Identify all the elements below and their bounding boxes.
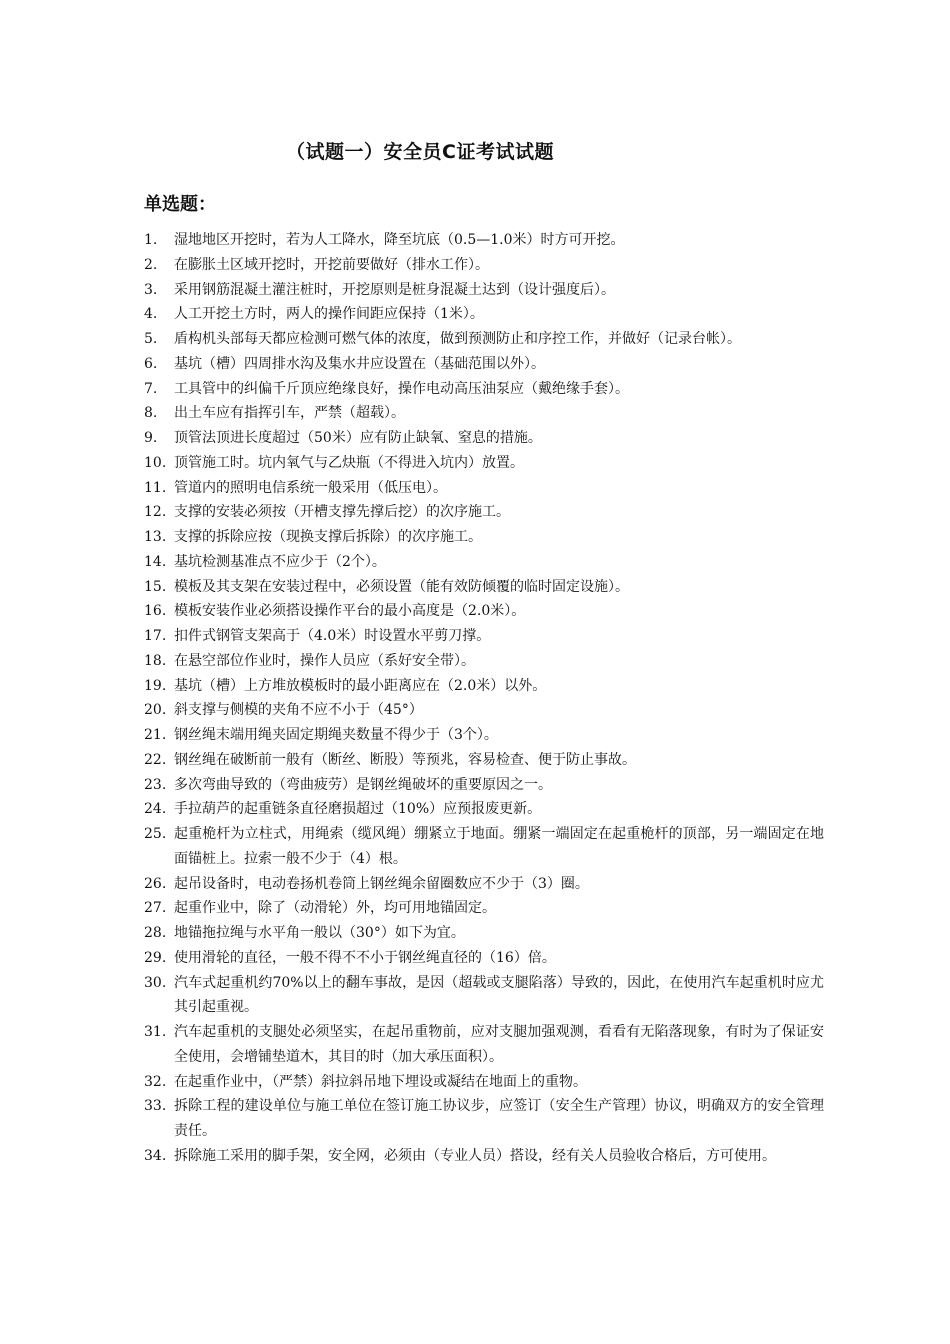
question-item bbox=[144, 377, 824, 402]
question-item bbox=[144, 278, 824, 303]
question-text: 基坑检测基准点不应少于（2个）。 bbox=[174, 553, 386, 570]
question-text: 扣件式钢管支架高于（4.0米）时设置水平剪刀撑。 bbox=[174, 628, 491, 644]
question-item bbox=[144, 1094, 824, 1144]
question-text: 基坑（槽）上方堆放模板时的最小距离应在（2.0米）以外。 bbox=[174, 677, 547, 694]
question-item bbox=[144, 946, 824, 971]
question-number: 8. bbox=[144, 405, 158, 422]
question-text: 顶管施工时。坑内氧气与乙炔瓶（不得进入坑内）放置。 bbox=[174, 454, 524, 471]
question-text: 钢丝绳在破断前一般有（断丝、断股）等预兆，容易检查、便于防止事故。 bbox=[174, 751, 636, 768]
question-text: 出土车应有指挥引车，严禁（超载）。 bbox=[174, 405, 405, 422]
question-text: 工具管中的纠偏千斤顶应绝缘良好，操作电动高压油泵应（戴绝缘手套）。 bbox=[174, 380, 629, 397]
question-item bbox=[144, 302, 824, 327]
question-number: 10. bbox=[144, 454, 167, 471]
question-text: 使用滑轮的直径，一般不得不不小于钢丝绳直径的（16）倍。 bbox=[174, 949, 556, 966]
question-text: 汽车起重机的支腿处必须坚实，在起吊重物前，应对支腿加强观测，看看有无陷落现象，有时为了保证安全使用，会增铺垫道木，其目的时（加大承压面积）。 bbox=[174, 1024, 824, 1065]
question-text: 管道内的照明电信系统一般采用（低压电）。 bbox=[174, 479, 447, 496]
question-item bbox=[144, 921, 824, 946]
question-number: 17. bbox=[144, 628, 167, 644]
question-item bbox=[144, 649, 824, 674]
question-number: 25. bbox=[144, 826, 167, 842]
question-item bbox=[144, 797, 824, 822]
question-item bbox=[144, 599, 824, 624]
question-number: 30. bbox=[144, 974, 167, 991]
question-number: 16. bbox=[144, 603, 167, 620]
question-item bbox=[144, 624, 824, 649]
question-number: 23. bbox=[144, 776, 167, 793]
question-item bbox=[144, 327, 824, 352]
question-text: 在悬空部位作业时，操作人员应（系好安全带）。 bbox=[174, 652, 475, 669]
question-item bbox=[144, 575, 824, 600]
document-title bbox=[0, 137, 950, 164]
question-text: 采用钢筋混凝土灌注桩时，开挖原则是桩身混凝土达到（设计强度后）。 bbox=[174, 281, 615, 298]
question-item bbox=[144, 896, 824, 921]
question-number: 32. bbox=[144, 1073, 167, 1090]
question-number: 28. bbox=[144, 925, 167, 941]
question-number: 7. bbox=[144, 380, 158, 397]
question-text: 盾构机头部每天都应检测可燃气体的浓度，做到预测防止和序控工作，并做好（记录台帐）。 bbox=[174, 331, 741, 347]
question-text: 模板及其支架在安装过程中，必须设置（能有效防倾覆的临时固定设施）。 bbox=[174, 578, 629, 595]
question-item bbox=[144, 525, 824, 550]
question-number: 31. bbox=[144, 1024, 167, 1040]
question-item bbox=[144, 748, 824, 773]
question-text: 模板安装作业必须搭设操作平台的最小高度是（2.0米）。 bbox=[174, 603, 526, 620]
question-text: 拆除施工采用的脚手架，安全网，必须由（专业人员）搭设，经有关人员验收合格后，方可使用。 bbox=[174, 1147, 776, 1164]
question-number: 24. bbox=[144, 801, 167, 818]
question-item bbox=[144, 1070, 824, 1095]
question-number: 33. bbox=[144, 1098, 167, 1115]
question-item bbox=[144, 723, 824, 748]
question-text: 多次弯曲导致的（弯曲疲劳）是钢丝绳破坏的重要原因之一。 bbox=[174, 776, 552, 793]
question-number: 11. bbox=[144, 479, 167, 496]
question-number: 12. bbox=[144, 504, 167, 521]
question-number: 3. bbox=[144, 281, 158, 298]
question-number: 9. bbox=[144, 430, 158, 446]
question-item bbox=[144, 773, 824, 798]
question-number: 18. bbox=[144, 652, 167, 669]
document-title-text: （试题一）安全员C证考试试题 bbox=[286, 141, 554, 163]
question-list bbox=[144, 228, 824, 1169]
question-text: 起重桅杆为立柱式，用绳索（缆风绳）绷紧立于地面。绷紧一端固定在起重桅杆的顶部，另一端固定在地面锚桩上。拉索一般不少于（4）根。 bbox=[174, 826, 824, 867]
question-number: 20. bbox=[144, 702, 167, 719]
section-heading: 单选题： bbox=[144, 194, 216, 215]
question-item bbox=[144, 971, 824, 1021]
question-number: 21. bbox=[144, 727, 167, 743]
question-text: 顶管法顶进长度超过（50米）应有防止缺氧、窒息的措施。 bbox=[174, 430, 542, 446]
question-number: 4. bbox=[144, 306, 158, 323]
question-text: 手拉葫芦的起重链条直径磨损超过（10%）应预报废更新。 bbox=[174, 801, 542, 818]
question-item bbox=[144, 550, 824, 575]
question-item bbox=[144, 698, 824, 723]
question-number: 34. bbox=[144, 1147, 167, 1164]
question-number: 2. bbox=[144, 256, 158, 273]
question-number: 15. bbox=[144, 578, 167, 595]
question-item bbox=[144, 1144, 824, 1169]
question-number: 13. bbox=[144, 529, 167, 545]
question-item bbox=[144, 1020, 824, 1070]
question-number: 1. bbox=[144, 232, 158, 248]
question-text: 人工开挖土方时，两人的操作间距应保持（1米）。 bbox=[174, 306, 484, 323]
question-item bbox=[144, 352, 824, 377]
question-text: 在起重作业中，（严禁）斜拉斜吊地下埋设或凝结在地面上的重物。 bbox=[174, 1073, 587, 1090]
question-item bbox=[144, 872, 824, 897]
question-item bbox=[144, 253, 824, 278]
question-number: 5. bbox=[144, 331, 158, 347]
question-number: 6. bbox=[144, 355, 158, 372]
question-text: 起重作业中，除了（动滑轮）外，均可用地锚固定。 bbox=[174, 900, 496, 917]
question-text: 钢丝绳末端用绳夹固定期绳夹数量不得少于（3个）。 bbox=[174, 727, 498, 743]
question-number: 29. bbox=[144, 949, 167, 966]
question-text: 支撑的安装必须按（开槽支撑先撑后挖）的次序施工。 bbox=[174, 504, 510, 521]
question-item bbox=[144, 228, 824, 253]
question-number: 27. bbox=[144, 900, 167, 917]
question-item bbox=[144, 822, 824, 872]
question-text: 拆除工程的建设单位与施工单位在签订施工协议步，应签订（安全生产管理）协议，明确双方的安全管理责任。 bbox=[174, 1098, 824, 1139]
question-text: 在膨胀土区域开挖时，开挖前要做好（排水工作）。 bbox=[174, 256, 489, 273]
question-number: 26. bbox=[144, 875, 167, 892]
question-item bbox=[144, 500, 824, 525]
question-text: 基坑（槽）四周排水沟及集水井应设置在（基础范围以外）。 bbox=[174, 355, 545, 372]
question-item bbox=[144, 674, 824, 699]
question-item bbox=[144, 476, 824, 501]
question-number: 19. bbox=[144, 677, 167, 694]
question-text: 支撑的拆除应按（现换支撑后拆除）的次序施工。 bbox=[174, 529, 482, 545]
question-item bbox=[144, 426, 824, 451]
question-text: 汽车式起重机约70%以上的翻车事故，是因（超载或支腿陷落）导致的，因此，在使用汽车起重机时应尤其引起重视。 bbox=[174, 974, 824, 1016]
question-item bbox=[144, 401, 824, 426]
question-text: 起吊设备时，电动卷扬机卷筒上钢丝绳余留圈数应不少于（3）圈。 bbox=[174, 875, 589, 892]
question-number: 14. bbox=[144, 553, 167, 570]
question-text: 湿地地区开挖时，若为人工降水，降至坑底（0.5—1.0米）时方可开挖。 bbox=[174, 232, 625, 248]
question-text: 地锚拖拉绳与水平角一般以（30°）如下为宜。 bbox=[174, 925, 465, 941]
question-text: 斜支撑与侧模的夹角不应不小于（45°） bbox=[174, 702, 423, 719]
question-item bbox=[144, 451, 824, 476]
question-number: 22. bbox=[144, 751, 167, 768]
